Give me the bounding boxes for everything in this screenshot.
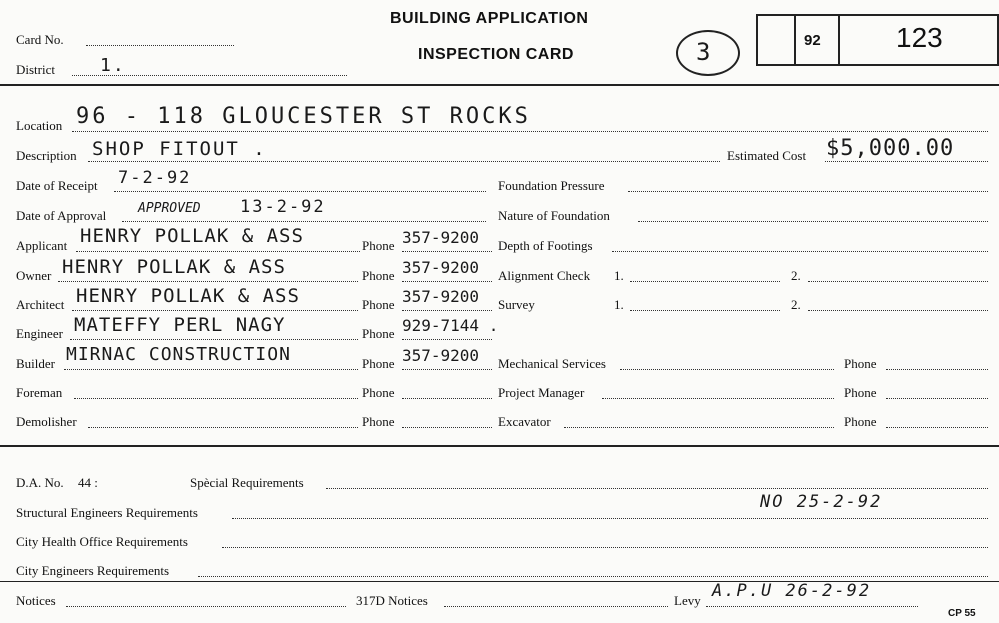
box-number: 123 — [896, 22, 943, 53]
applicant-phone-label: Phone — [362, 238, 395, 253]
location-line — [72, 131, 988, 132]
excavator-line — [564, 427, 834, 428]
header-rule — [0, 84, 999, 86]
district-label: District — [16, 62, 55, 77]
project-manager-phone-label: Phone — [844, 385, 877, 400]
applicant-phone-line — [402, 251, 492, 252]
builder-label: Builder — [16, 356, 55, 371]
architect-phone-line — [402, 310, 492, 311]
foreman-phone-label: Phone — [362, 385, 395, 400]
applicant-value: HENRY POLLAK & ASS — [80, 225, 304, 247]
levy-value: A.P.U 26-2-92 — [712, 581, 872, 601]
alignment-check-2-line — [808, 281, 988, 282]
owner-phone: 357-9200 — [402, 258, 480, 277]
nature-of-foundation-label: Nature of Foundation — [498, 208, 610, 223]
card-no-line — [86, 45, 234, 46]
engineer-phone: 929-7144 . — [402, 316, 499, 335]
demolisher-line — [88, 427, 358, 428]
foreman-line — [74, 398, 358, 399]
demolisher-label: Demolisher — [16, 414, 77, 429]
alignment-check-label: Alignment Check — [498, 268, 591, 283]
form-code: CP 55 — [948, 608, 976, 619]
estimated-cost-value: $5,000.00 — [826, 136, 955, 161]
date-of-receipt-label: Date of Receipt — [16, 178, 98, 193]
levy-line — [706, 606, 918, 607]
mechanical-services-line — [620, 369, 834, 370]
demolisher-phone-label: Phone — [362, 414, 395, 429]
date-of-receipt-line — [114, 191, 486, 192]
project-manager-phone-line — [886, 398, 988, 399]
middle-rule — [0, 445, 999, 447]
form-title-line2: INSPECTION CARD — [418, 46, 574, 63]
owner-line — [58, 281, 358, 282]
location-label: Location — [16, 118, 63, 133]
survey-2: 2. — [791, 297, 801, 312]
structural-engineers-value: NO 25-2-92 — [760, 492, 883, 512]
description-label: Description — [16, 148, 77, 163]
alignment-check-1: 1. — [614, 268, 624, 283]
location-value: 96 - 118 GLOUCESTER ST ROCKS — [76, 104, 531, 129]
engineer-phone-line — [402, 339, 492, 340]
card-number-box — [756, 14, 999, 66]
box-divider-1 — [794, 14, 796, 66]
builder-phone-label: Phone — [362, 356, 395, 371]
box-prefix: 92 — [804, 32, 821, 49]
excavator-label: Excavator — [498, 414, 551, 429]
architect-label: Architect — [16, 297, 65, 312]
depth-of-footings-label: Depth of Footings — [498, 238, 593, 253]
builder-phone-line — [402, 369, 492, 370]
owner-label: Owner — [16, 268, 52, 283]
nature-of-foundation-line — [638, 221, 988, 222]
architect-value: HENRY POLLAK & ASS — [76, 285, 300, 307]
survey-2-line — [808, 310, 988, 311]
description-line — [88, 161, 720, 162]
description-value: SHOP FITOUT . — [92, 138, 267, 160]
demolisher-phone-line — [402, 427, 492, 428]
notices-317d-label: 317D Notices — [356, 593, 428, 608]
approval-date: 13-2-92 — [240, 197, 326, 217]
engineer-line — [70, 339, 358, 340]
district-value: 1. — [100, 55, 126, 76]
engineer-value: MATEFFY PERL NAGY — [74, 314, 286, 336]
circled-number: 3 — [696, 38, 711, 66]
mechanical-services-phone-line — [886, 369, 988, 370]
city-health-label: City Health Office Requirements — [16, 534, 188, 549]
card-no-label: Card No. — [16, 32, 64, 47]
form-title-line1: BUILDING APPLICATION — [390, 10, 589, 27]
structural-engineers-label: Structural Engineers Requirements — [16, 505, 198, 520]
notices-line — [66, 606, 346, 607]
survey-1-line — [630, 310, 780, 311]
city-engineers-label: City Engineers Requirements — [16, 563, 170, 578]
architect-line — [72, 310, 358, 311]
survey-1: 1. — [614, 297, 624, 312]
applicant-line — [76, 251, 360, 252]
builder-line — [64, 369, 358, 370]
excavator-phone-label: Phone — [844, 414, 877, 429]
mechanical-services-phone-label: Phone — [844, 356, 877, 371]
survey-label: Survey — [498, 297, 535, 312]
builder-phone: 357-9200 — [402, 346, 480, 365]
date-of-approval-line — [122, 221, 486, 222]
estimated-cost-label: Estimated Cost — [727, 148, 807, 163]
approval-word: APPROVED — [138, 201, 201, 216]
project-manager-line — [602, 398, 834, 399]
excavator-phone-line — [886, 427, 988, 428]
architect-phone-label: Phone — [362, 297, 395, 312]
notices-317d-line — [444, 606, 668, 607]
architect-phone: 357-9200 — [402, 287, 480, 306]
applicant-phone: 357-9200 — [402, 228, 480, 247]
owner-phone-line — [402, 281, 492, 282]
estimated-cost-line — [825, 161, 988, 162]
engineer-phone-label: Phone — [362, 326, 395, 341]
mechanical-services-label: Mechanical Services — [498, 356, 606, 371]
box-divider-2 — [838, 14, 840, 66]
da-no-label: D.A. No. — [16, 475, 64, 490]
alignment-check-2: 2. — [791, 268, 801, 283]
builder-value: MIRNAC CONSTRUCTION — [66, 344, 291, 365]
city-engineers-line — [198, 576, 988, 577]
date-of-approval-label: Date of Approval — [16, 208, 107, 223]
date-of-receipt-value: 7-2-92 — [118, 168, 192, 188]
da-no-value: 44 : — [78, 475, 98, 490]
special-requirements-label: Spècial Requirements — [190, 475, 304, 490]
foundation-pressure-line — [628, 191, 988, 192]
foreman-label: Foreman — [16, 385, 63, 400]
owner-value: HENRY POLLAK & ASS — [62, 256, 286, 278]
structural-engineers-line — [232, 518, 988, 519]
city-health-line — [222, 547, 988, 548]
depth-of-footings-line — [612, 251, 988, 252]
foreman-phone-line — [402, 398, 492, 399]
special-requirements-line — [326, 488, 988, 489]
project-manager-label: Project Manager — [498, 385, 585, 400]
notices-label: Notices — [16, 593, 56, 608]
engineer-label: Engineer — [16, 326, 63, 341]
foundation-pressure-label: Foundation Pressure — [498, 178, 605, 193]
applicant-label: Applicant — [16, 238, 68, 253]
alignment-check-1-line — [630, 281, 780, 282]
owner-phone-label: Phone — [362, 268, 395, 283]
levy-label: Levy — [674, 593, 701, 608]
